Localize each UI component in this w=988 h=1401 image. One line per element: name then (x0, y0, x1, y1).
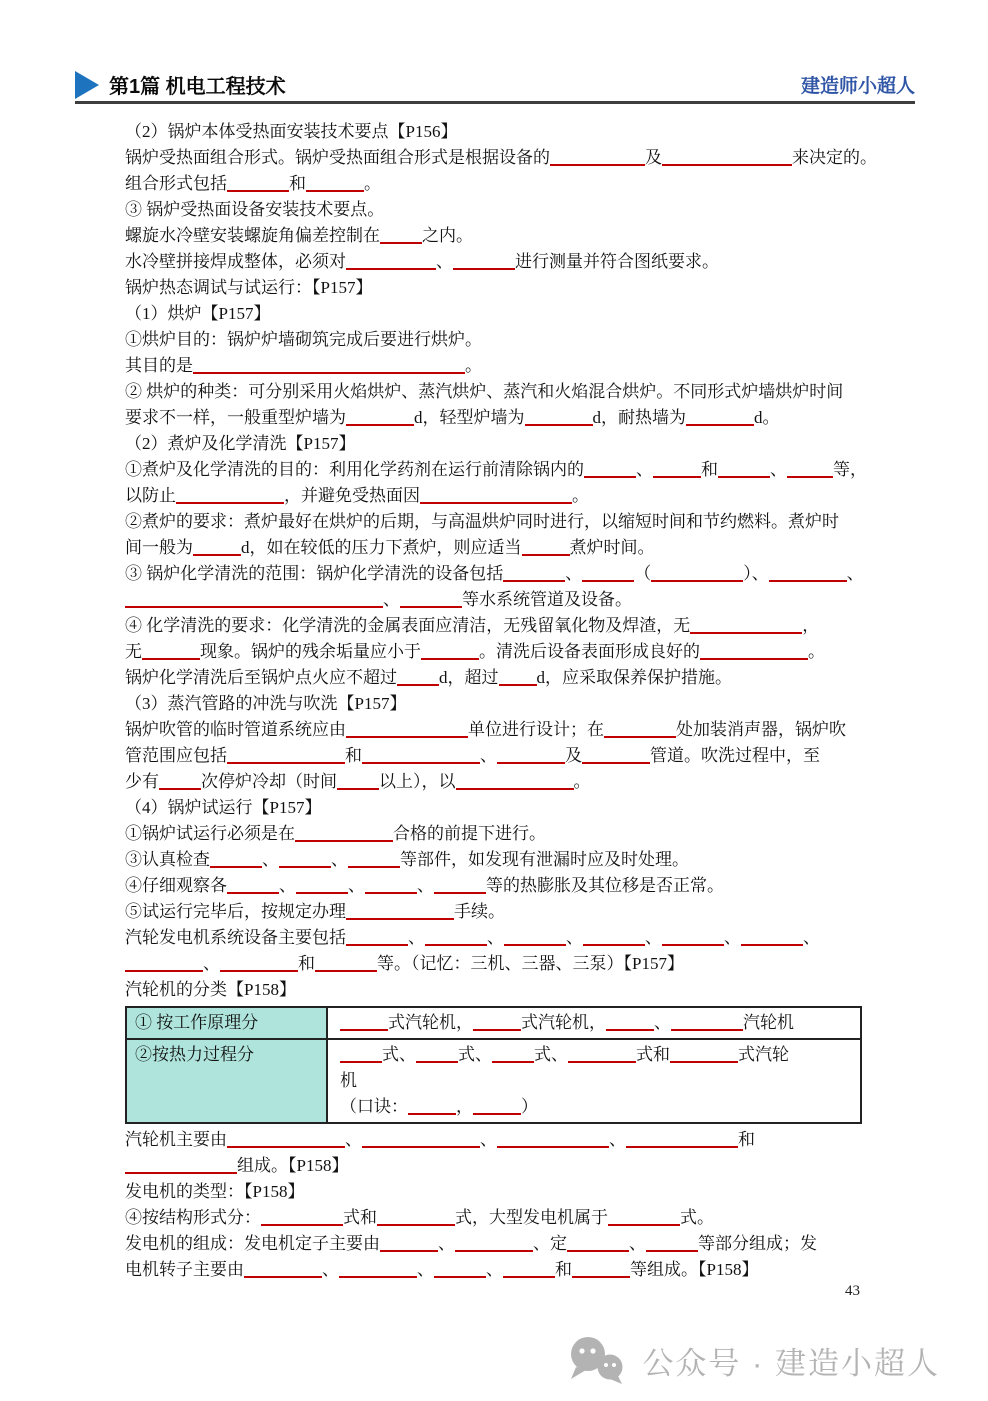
text-run: ，并避免受热面因 (284, 486, 420, 505)
text-run: 处加装消声器，锅炉吹 (676, 720, 846, 739)
text-run: （口诀： (340, 1097, 408, 1116)
fill-in-blank (653, 474, 701, 478)
text-run: 锅炉热态调试与试运行：【P157】 (125, 278, 373, 297)
document-line (125, 379, 887, 405)
table-row (126, 1007, 861, 1039)
fill-in-blank (662, 162, 792, 166)
text-run: 电机转子主要由 (125, 1260, 244, 1279)
fill-in-blank (522, 552, 570, 556)
text-run: 。 (465, 356, 482, 375)
text-run: 锅炉化学清洗后至锅炉点火应不超过 (125, 668, 397, 687)
text-run: 、 (636, 460, 653, 479)
text-run: ④按结构形式分： (125, 1208, 261, 1227)
document-line (125, 743, 887, 769)
text-run: （ (634, 564, 652, 583)
text-run: 、 (203, 954, 220, 973)
document-line (125, 223, 887, 249)
text-run: 以上），以 (379, 772, 456, 791)
text-run: 、 (345, 1130, 362, 1149)
text-run: 之内。 (422, 226, 473, 245)
document-line (125, 353, 887, 379)
fill-in-blank (503, 1274, 555, 1278)
text-run: d。 (754, 408, 780, 427)
text-run: 、 (487, 928, 504, 947)
text-run: 、 (770, 460, 787, 479)
fill-in-blank (626, 1144, 738, 1148)
document-line (125, 639, 887, 665)
text-run: 、 (565, 564, 583, 583)
table-label-cell: ②按热力过程分 (126, 1039, 327, 1123)
text-run: 手续。 (454, 902, 505, 921)
document-line (125, 535, 887, 561)
text-run: 要求不一样，一般重型炉墙为 (125, 408, 346, 427)
wechat-icon (564, 1334, 628, 1386)
text-run: 、 (438, 1234, 455, 1253)
text-run: 螺旋水冷壁安装螺旋角偏差控制在 (125, 226, 380, 245)
fill-in-blank (340, 1059, 382, 1063)
text-run: （4）锅炉试运行【P157】 (125, 798, 322, 817)
text-run: 、 (846, 564, 864, 583)
text-run: 间一般为 (125, 538, 193, 557)
document-line (125, 899, 887, 925)
text-run: 其目的是 (125, 356, 193, 375)
fill-in-blank (125, 968, 203, 972)
text-run: 。 (573, 772, 591, 791)
brand-name: 建造师小超人 (800, 76, 915, 97)
document-line (125, 977, 887, 1003)
text-run: ③ 锅炉受热面设备安装技术要点。 (125, 200, 385, 219)
text-run: 进行测量并符合图纸要求。 (515, 252, 719, 271)
text-run: 等组成。【P158】 (630, 1260, 759, 1279)
text-run: ② 烘炉的种类：可分别采用火焰烘炉、蒸汽烘炉、蒸汽和火焰混合烘炉。不同形式炉墙烘炉时间 (125, 382, 844, 401)
text-run: 式、 (458, 1045, 492, 1064)
fill-in-blank (473, 1027, 521, 1031)
text-run: 和 (738, 1130, 755, 1149)
fill-in-blank (346, 266, 436, 270)
fill-in-blank (227, 760, 345, 764)
text-run: 和 (289, 174, 306, 193)
fill-in-blank (377, 1222, 455, 1226)
document-line (125, 613, 887, 639)
fill-in-blank (434, 1274, 486, 1278)
fill-in-blank (662, 942, 724, 946)
fill-in-blank (690, 630, 802, 634)
text-run: d，如在较低的压力下煮炉，则应适当 (241, 538, 522, 557)
document-line (125, 327, 887, 353)
fill-in-blank (125, 1170, 237, 1174)
document-line (125, 301, 887, 327)
document-line (125, 1231, 887, 1257)
text-run: 、 (629, 1234, 646, 1253)
text-run: 等的热膨胀及其位移是否正常。 (486, 876, 724, 895)
fill-in-blank (380, 240, 422, 244)
document-body (125, 119, 887, 1283)
text-run: ， (802, 616, 820, 635)
text-run: 式、 (382, 1045, 416, 1064)
document-line (125, 847, 887, 873)
text-run: 式汽轮机， (521, 1013, 606, 1032)
fill-in-blank (604, 734, 676, 738)
text-run: 式和 (636, 1045, 670, 1064)
fill-in-blank (400, 604, 462, 608)
fill-in-blank (220, 968, 298, 972)
text-run: 、 (436, 252, 453, 271)
text-run: 、 (383, 590, 400, 609)
text-run: 。清洗后设备表面形成良好的 (479, 642, 700, 661)
fill-in-blank (125, 604, 383, 608)
fill-in-blank (340, 1027, 388, 1031)
fill-in-blank (503, 578, 565, 582)
text-run: d，应采取保养保护措施。 (536, 668, 732, 687)
text-run: 、 (322, 1260, 339, 1279)
fill-in-blank (567, 1248, 629, 1252)
text-run: 、 (654, 1013, 671, 1032)
fill-in-blank (362, 760, 480, 764)
fill-in-blank (227, 890, 279, 894)
fill-in-blank (210, 864, 262, 868)
text-run: 式、 (534, 1045, 568, 1064)
fill-in-blank (159, 786, 201, 790)
text-run: ④仔细观察各 (125, 876, 227, 895)
text-run: 、 (724, 928, 741, 947)
fill-in-blank (584, 474, 636, 478)
text-run: 、 (480, 746, 497, 765)
turbine-classification-table (125, 1006, 862, 1124)
text-run: 等部分组成；发 (698, 1234, 817, 1253)
text-run: 。 (808, 642, 825, 661)
table-value-cell (327, 1007, 861, 1039)
text-run: 式，大型发电机属于 (455, 1208, 608, 1227)
text-run: 、 (348, 876, 365, 895)
text-run: d，轻型炉墙为 (414, 408, 525, 427)
text-run: ③认真检查 (125, 850, 210, 869)
text-run: ③ 锅炉化学清洗的范围：锅炉化学清洗的设备包括 (125, 564, 504, 583)
text-run: 、 (645, 928, 662, 947)
text-run: 现象。锅炉的残余垢量应小于 (200, 642, 421, 661)
text-run: 单位进行设计；在 (468, 720, 604, 739)
watermark-text: 公众号 · 建造小超人 (642, 1345, 940, 1381)
text-run: 、 (566, 928, 583, 947)
fill-in-blank (582, 760, 650, 764)
document-line (125, 821, 887, 847)
document-line (125, 951, 887, 977)
section-title: 第1篇 机电工程技术 (109, 76, 286, 98)
text-run: 合格的前提下进行。 (393, 824, 546, 843)
document-line (125, 1179, 887, 1205)
fill-in-blank (499, 682, 537, 686)
document-line (125, 145, 887, 171)
watermark (564, 1334, 940, 1386)
fill-in-blank (434, 890, 486, 894)
document-line (125, 275, 887, 301)
text-run: ， (456, 1097, 473, 1116)
fill-in-blank (606, 1027, 654, 1031)
document-line (125, 925, 887, 951)
text-run: 机 (340, 1071, 357, 1090)
table-label-cell: ① 按工作原理分 (126, 1007, 327, 1039)
document-line (125, 795, 887, 821)
fill-in-blank (425, 942, 487, 946)
document-line (125, 119, 887, 145)
text-run: 和 (701, 460, 718, 479)
text-run: 煮炉时间。 (569, 538, 655, 557)
document-line (125, 665, 887, 691)
text-run: 和 (345, 746, 362, 765)
text-run: ④ 化学清洗的要求：化学清洗的金属表面应清洁，无残留氧化物及焊渣，无 (125, 616, 691, 635)
fill-in-blank (279, 864, 331, 868)
text-run: 及 (565, 746, 582, 765)
text-run: ②煮炉的要求：煮炉最好在烘炉的后期，与高温烘炉同时进行，以缩短时间和节约燃料。煮炉时 (125, 512, 839, 531)
text-run: （1）烘炉【P157】 (125, 304, 271, 323)
fill-in-blank (346, 734, 468, 738)
document-line (125, 197, 887, 223)
text-run: 锅炉受热面组合形式。锅炉受热面组合形式是根据设备的 (125, 148, 550, 167)
text-run: d，耐热墙为 (592, 408, 686, 427)
fill-in-blank (339, 1274, 417, 1278)
table-value-cell (327, 1039, 861, 1123)
document-line (125, 171, 887, 197)
fill-in-blank (718, 474, 770, 478)
text-run: 、 (262, 850, 279, 869)
document-line (125, 717, 887, 743)
text-run: 及 (645, 148, 662, 167)
document-line (125, 769, 887, 795)
document-line (125, 483, 887, 509)
fill-in-blank (348, 864, 400, 868)
text-run: 、 (803, 928, 820, 947)
fill-in-blank (193, 370, 465, 374)
fill-in-blank (397, 682, 439, 686)
text-run: 、 (486, 1260, 503, 1279)
text-run: 组成。【P158】 (237, 1156, 349, 1175)
fill-in-blank (497, 1144, 609, 1148)
fill-in-blank (365, 890, 417, 894)
text-run: （2）煮炉及化学清洗【P157】 (125, 434, 356, 453)
text-run: ）、 (743, 564, 769, 583)
fill-in-blank (193, 552, 241, 556)
fill-in-blank (408, 1111, 456, 1115)
fill-in-blank (700, 656, 808, 660)
text-run: 来决定的。 (792, 148, 877, 167)
text-run: 汽轮机主要由 (125, 1130, 227, 1149)
fill-in-blank (550, 162, 645, 166)
fill-in-blank (492, 1059, 534, 1063)
fill-in-blank (671, 1027, 743, 1031)
text-run: 、 (331, 850, 348, 869)
fill-in-blank (362, 1144, 480, 1148)
document-line (125, 873, 887, 899)
fill-in-blank (306, 188, 364, 192)
text-run: 式汽轮 (738, 1045, 789, 1064)
fill-in-blank (380, 1248, 438, 1252)
fill-in-blank (572, 1274, 630, 1278)
text-run: 等水系统管道及设备。 (462, 590, 632, 609)
text-run: ） (521, 1097, 538, 1116)
document-line (125, 1127, 887, 1153)
fill-in-blank (142, 656, 200, 660)
text-run: 、 (480, 1130, 497, 1149)
fill-in-blank (261, 1222, 343, 1226)
fill-in-blank (453, 266, 515, 270)
fill-in-blank (686, 422, 754, 426)
text-run: 无 (125, 642, 142, 661)
text-run: 等， (833, 460, 867, 479)
fill-in-blank (227, 1144, 345, 1148)
fill-in-blank (176, 500, 284, 504)
table-row (126, 1039, 861, 1123)
text-run: （3）蒸汽管路的冲洗与吹洗【P157】 (125, 694, 407, 713)
fill-in-blank (244, 1274, 322, 1278)
document-line (125, 1205, 887, 1231)
text-run: 、 (609, 1130, 626, 1149)
text-run: 发电机的组成：发电机定子主要由 (125, 1234, 380, 1253)
fill-in-blank (420, 500, 572, 504)
text-run: 、定 (533, 1234, 567, 1253)
text-run: 等。（记忆：三机、三器、三泵）【P157】 (377, 954, 684, 973)
header-rule (75, 101, 915, 104)
text-run: 式。 (680, 1208, 714, 1227)
text-run: 汽轮机 (743, 1013, 794, 1032)
text-run: 。 (364, 174, 381, 193)
document-line (125, 587, 887, 613)
text-run: d，超过 (439, 668, 499, 687)
fill-in-blank (416, 1059, 458, 1063)
text-run: 和 (298, 954, 315, 973)
text-run: 、 (279, 876, 296, 895)
text-run: ①煮炉及化学清洗的目的：利用化学药剂在运行前清除锅内的 (125, 460, 584, 479)
fill-in-blank (568, 1059, 636, 1063)
document-line (125, 509, 887, 535)
text-run: 、 (408, 928, 425, 947)
fill-in-blank (646, 1248, 698, 1252)
fill-in-blank (456, 786, 574, 790)
text-run: ①锅炉试运行必须是在 (125, 824, 295, 843)
fill-in-blank (346, 942, 408, 946)
text-run: 次停炉冷却（时间 (201, 772, 337, 791)
fill-in-blank (295, 838, 393, 842)
fill-in-blank (227, 188, 289, 192)
document-line (125, 457, 887, 483)
fill-in-blank (315, 968, 377, 972)
document-line (125, 1153, 887, 1179)
text-run: 管范围应包括 (125, 746, 227, 765)
text-run: 、 (417, 1260, 434, 1279)
text-run: 管道。吹洗过程中，至 (650, 746, 820, 765)
fill-in-blank (651, 578, 743, 582)
fill-in-blank (497, 760, 565, 764)
fill-in-blank (473, 1111, 521, 1115)
text-run: 少有 (125, 772, 159, 791)
document-line (125, 561, 887, 587)
document-line (125, 405, 887, 431)
text-run: 发电机的类型：【P158】 (125, 1182, 305, 1201)
fill-in-blank (455, 1248, 533, 1252)
page-header (75, 68, 915, 102)
document-line (125, 249, 887, 275)
fill-in-blank (608, 1222, 680, 1226)
text-run: 和 (555, 1260, 572, 1279)
text-run: 组合形式包括 (125, 174, 227, 193)
document-line (125, 691, 887, 717)
fill-in-blank (670, 1059, 738, 1063)
text-run: （2）锅炉本体受热面安装技术要点【P156】 (125, 122, 458, 141)
text-run: 。 (572, 486, 589, 505)
fill-in-blank (504, 942, 566, 946)
page-number: 43 (845, 1283, 860, 1299)
fill-in-blank (346, 916, 454, 920)
fill-in-blank (769, 578, 847, 582)
fill-in-blank (787, 474, 833, 478)
fill-in-blank (525, 422, 593, 426)
text-run: 以防止 (125, 486, 176, 505)
play-arrow-icon (75, 71, 99, 99)
text-run: ⑤试运行完毕后，按规定办理 (125, 902, 346, 921)
fill-in-blank (582, 578, 634, 582)
fill-in-blank (346, 422, 414, 426)
text-run: 水冷壁拼接焊成整体，必须对 (125, 252, 346, 271)
document-line (125, 1257, 887, 1283)
text-run: ①烘炉目的：锅炉炉墙砌筑完成后要进行烘炉。 (125, 330, 482, 349)
text-run: 、 (417, 876, 434, 895)
text-run: 汽轮发电机系统设备主要包括 (125, 928, 346, 947)
fill-in-blank (741, 942, 803, 946)
text-run: 式和 (343, 1208, 377, 1227)
document-line (125, 431, 887, 457)
fill-in-blank (337, 786, 379, 790)
text-run: 锅炉吹管的临时管道系统应由 (125, 720, 346, 739)
fill-in-blank (583, 942, 645, 946)
text-run: 式汽轮机， (388, 1013, 473, 1032)
fill-in-blank (421, 656, 479, 660)
text-run: 汽轮机的分类【P158】 (125, 980, 296, 999)
text-run: 等部件，如发现有泄漏时应及时处理。 (400, 850, 689, 869)
fill-in-blank (296, 890, 348, 894)
